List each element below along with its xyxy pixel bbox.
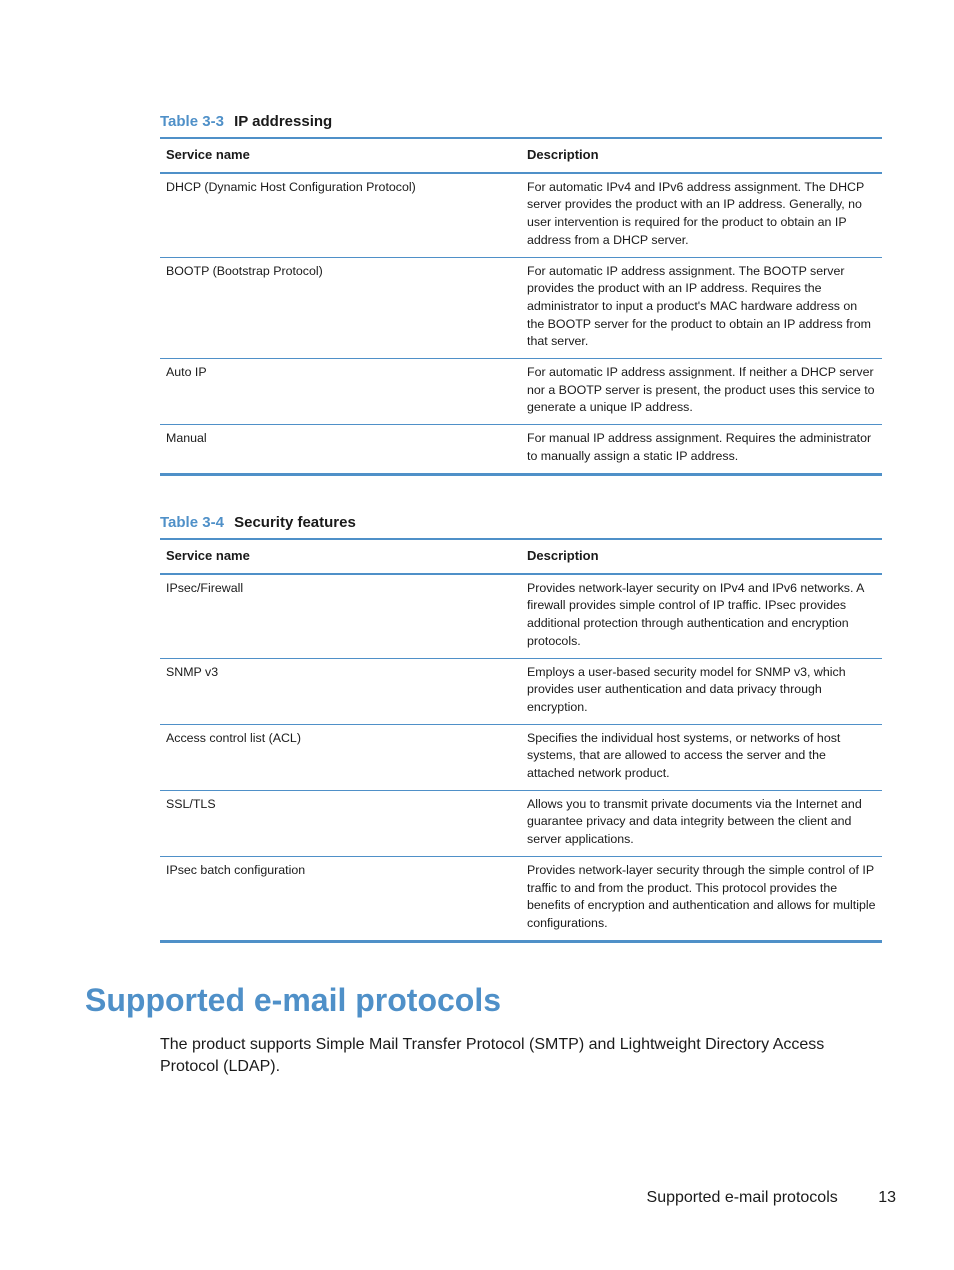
table-security-features [160,514,882,943]
service-name-cell: SNMP v3 [160,658,521,724]
service-name-cell: IPsec batch configuration [160,856,521,941]
table-header-row [160,539,882,574]
table-row [160,425,882,474]
description-cell: For automatic IPv4 and IPv6 address assignment. The DHCP server provides the product with an IP address. Generally, no user intervention is required for the product to obtain an IP address from a DHCP server. [521,173,882,257]
ip-addressing-table [160,137,882,476]
column-header-service-name: Service name [160,138,521,173]
table-ip-addressing [160,113,882,476]
description-cell: Allows you to transmit private documents via the Internet and guarantee privacy and data integrity between the client and server applications. [521,790,882,856]
section-heading: Supported e-mail protocols [85,982,502,1018]
table-caption [160,514,882,532]
table-caption [160,113,882,131]
service-name-cell: SSL/TLS [160,790,521,856]
table-header-row [160,138,882,173]
service-name-cell: Manual [160,425,521,474]
security-features-table [160,538,882,943]
description-cell: For automatic IP address assignment. If neither a DHCP server nor a BOOTP server is present, the product uses this service to generate a unique IP address. [521,359,882,425]
service-name-cell: DHCP (Dynamic Host Configuration Protocol) [160,173,521,257]
description-cell: Employs a user-based security model for SNMP v3, which provides user authentication and data privacy through encryption. [521,658,882,724]
column-header-service-name: Service name [160,539,521,574]
description-cell: Provides network-layer security on IPv4 and IPv6 networks. A firewall provides simple control of IP traffic. IPsec provides additional protection through authentication and encryption protocols. [521,574,882,658]
table-row [160,790,882,856]
table-number: Table 3-4 [160,514,224,531]
table-row [160,173,882,257]
page-number: 13 [878,1189,896,1206]
description-cell: For manual IP address assignment. Requires the administrator to manually assign a static IP address. [521,425,882,474]
table-row [160,257,882,359]
column-header-description: Description [521,138,882,173]
column-header-description: Description [521,539,882,574]
description-cell: Specifies the individual host systems, or networks of host systems, that are allowed to access the server and the attached network product. [521,724,882,790]
table-title: IP addressing [234,113,333,130]
table-row [160,359,882,425]
table-number: Table 3-3 [160,113,224,130]
table-row [160,574,882,658]
table-row [160,658,882,724]
table-row [160,856,882,941]
service-name-cell: BOOTP (Bootstrap Protocol) [160,257,521,359]
description-cell: Provides network-layer security through the simple control of IP traffic to and from the product. This protocol provides the benefits of encryption and authentication and allows for multiple configurations. [521,856,882,941]
section-body-text: The product supports Simple Mail Transfer Protocol (SMTP) and Lightweight Directory Access Protocol (LDAP). [160,1036,825,1075]
service-name-cell: Auto IP [160,359,521,425]
table-title: Security features [234,514,356,531]
service-name-cell: IPsec/Firewall [160,574,521,658]
page-footer [647,1187,896,1209]
footer-section-name: Supported e-mail protocols [646,1189,838,1206]
table-row [160,724,882,790]
service-name-cell: Access control list (ACL) [160,724,521,790]
description-cell: For automatic IP address assignment. The BOOTP server provides the product with an IP address. Requires the administrator to input a product's MAC hardware address on the BOOTP server for the product to obtain an IP address from that server. [521,257,882,359]
